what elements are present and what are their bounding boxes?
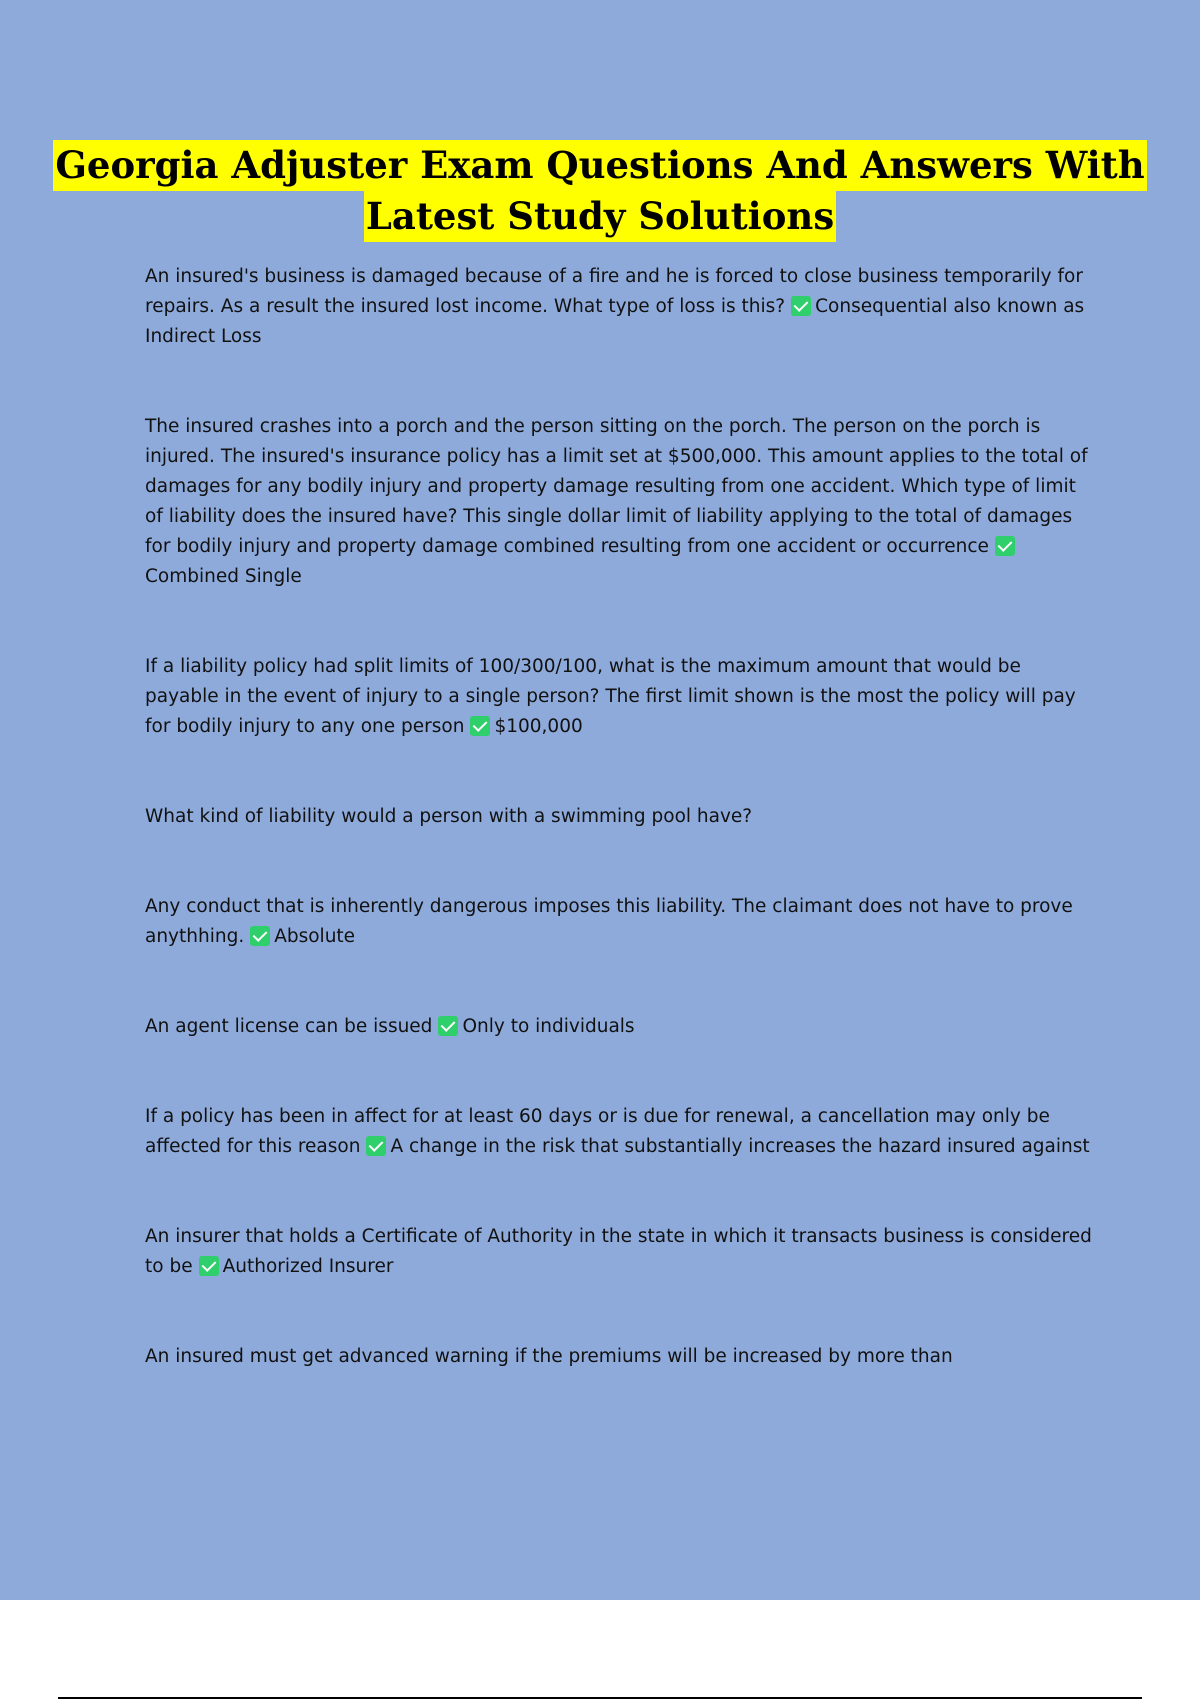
check-mark-icon	[791, 296, 811, 316]
document-title	[0, 140, 1200, 242]
answer-text: $100,000	[494, 716, 583, 737]
answer-text: A change in the risk that substantially increases the hazard insured against	[390, 1136, 1090, 1157]
check-mark-icon	[470, 716, 490, 736]
question-text: What kind of liability would a person with a swimming pool have?	[145, 806, 753, 827]
qa-item-7	[145, 1102, 1095, 1162]
qa-item-3	[145, 652, 1095, 742]
check-mark-icon	[250, 926, 270, 946]
question-text: An insurer that holds a Certificate of Authority in the state in which it transacts business is considered to be	[145, 1226, 1092, 1277]
qa-item-8	[145, 1222, 1095, 1282]
check-mark-icon	[438, 1016, 458, 1036]
check-mark-icon	[366, 1136, 386, 1156]
check-mark-icon	[199, 1256, 219, 1276]
check-mark-icon	[995, 536, 1015, 556]
qa-item-4	[145, 802, 1095, 832]
question-text: If a liability policy had split limits of 100/300/100, what is the maximum amount that would be payable in the event of injury to a single person? The first limit shown is the most the policy will pay for bodily injury to any one person	[145, 656, 1076, 737]
footer-divider	[58, 1697, 1142, 1699]
answer-text: Combined Single	[145, 566, 302, 587]
question-text: The insured crashes into a porch and the person sitting on the porch. The person on the porch is injured. The insured's insurance policy has a limit set at $500,000. This amount applies to the total of damages for any bodily injury and property damage resulting from one accident. Which type of limit of liability does the insured have? This single dollar limit of liability applying to the total of damages for bodily injury and property damage combined resulting from one accident or occurrence	[145, 416, 1088, 557]
qa-list	[145, 262, 1095, 1372]
qa-item-6	[145, 1012, 1095, 1042]
question-text: An agent license can be issued	[145, 1016, 433, 1037]
qa-item-5	[145, 892, 1095, 952]
question-text: Any conduct that is inherently dangerous imposes this liability. The claimant does not have to prove anythhing.	[145, 896, 1073, 947]
answer-text: Absolute	[274, 926, 356, 947]
qa-item-1	[145, 262, 1095, 352]
title-line-1: Georgia Adjuster Exam Questions And Answers With	[53, 140, 1146, 191]
answer-text: Authorized Insurer	[222, 1256, 394, 1277]
question-text: If a policy has been in affect for at least 60 days or is due for renewal, a cancellation may only be affected for this reason	[145, 1106, 1050, 1157]
answer-text: Consequential also known as Indirect Loss	[145, 296, 1085, 347]
question-text: An insured must get advanced warning if the premiums will be increased by more than	[145, 1346, 953, 1367]
qa-item-9	[145, 1342, 1095, 1372]
question-text: An insured's business is damaged because of a fire and he is forced to close business temporarily for repairs. As a result the insured lost income. What type of loss is this?	[145, 266, 1083, 317]
qa-item-2	[145, 412, 1095, 592]
answer-text: Only to individuals	[462, 1016, 635, 1037]
title-line-2: Latest Study Solutions	[364, 191, 836, 242]
